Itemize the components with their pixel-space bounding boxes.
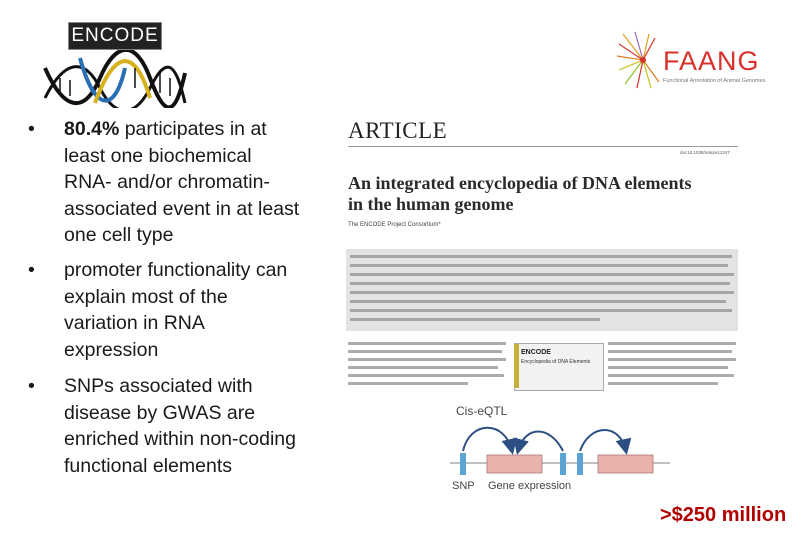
snp-marker <box>560 453 566 475</box>
snp-marker <box>460 453 466 475</box>
bullet-dot: • <box>28 118 35 140</box>
article-header: ARTICLE <box>348 118 448 143</box>
encode-logo-text: ENCODE <box>68 22 162 50</box>
article-inset-logo: ENCODE <box>521 349 551 356</box>
bullet-text: promoter functionality can explain most of the variation in RNA expression <box>64 259 288 361</box>
article-doi: doi:10.1038/nature11247 <box>680 150 730 155</box>
bullet-item <box>28 257 302 363</box>
article-author: The ENCODE Project Consortium* <box>348 222 441 228</box>
cost-label: >$250 million <box>660 504 787 526</box>
bullet-item <box>28 116 302 249</box>
article-inset-subtitle: Encyclopedia of DNA Elements <box>521 359 591 365</box>
article-abstract-block <box>346 249 738 331</box>
eqtl-arrow <box>518 432 563 452</box>
bullet-dot: • <box>28 375 35 397</box>
snp-marker <box>577 453 583 475</box>
gene-box <box>598 455 653 473</box>
bullet-dot: • <box>28 259 35 281</box>
bullet-item <box>28 373 302 479</box>
article-body-column <box>348 340 508 388</box>
diagram-title: Cis-eQTL <box>456 404 508 418</box>
eqtl-arrow <box>580 430 626 451</box>
eqtl-arrow <box>463 428 512 451</box>
article-body-column <box>608 340 738 388</box>
gene-box <box>487 455 542 473</box>
diagram-snp-label: SNP <box>452 480 475 492</box>
faang-logo-text: FAANG <box>663 46 760 76</box>
bullet-bold: 80.4% <box>64 118 120 140</box>
bullet-text: participates in at least one biochemical RNA- and/or chromatin-associated event in at least one cell type <box>64 118 300 246</box>
article-inset-strip <box>514 344 519 388</box>
article-divider <box>348 146 738 147</box>
bullet-text: SNPs associated with disease by GWAS are enriched within non-coding functional elements <box>64 375 296 477</box>
article-title: An integrated encyclopedia of DNA elements in the human genome <box>348 173 692 214</box>
faang-logo-subtitle: Functional Annotation of Animal Genomes <box>663 78 766 84</box>
diagram-gene-label: Gene expression <box>488 480 572 492</box>
